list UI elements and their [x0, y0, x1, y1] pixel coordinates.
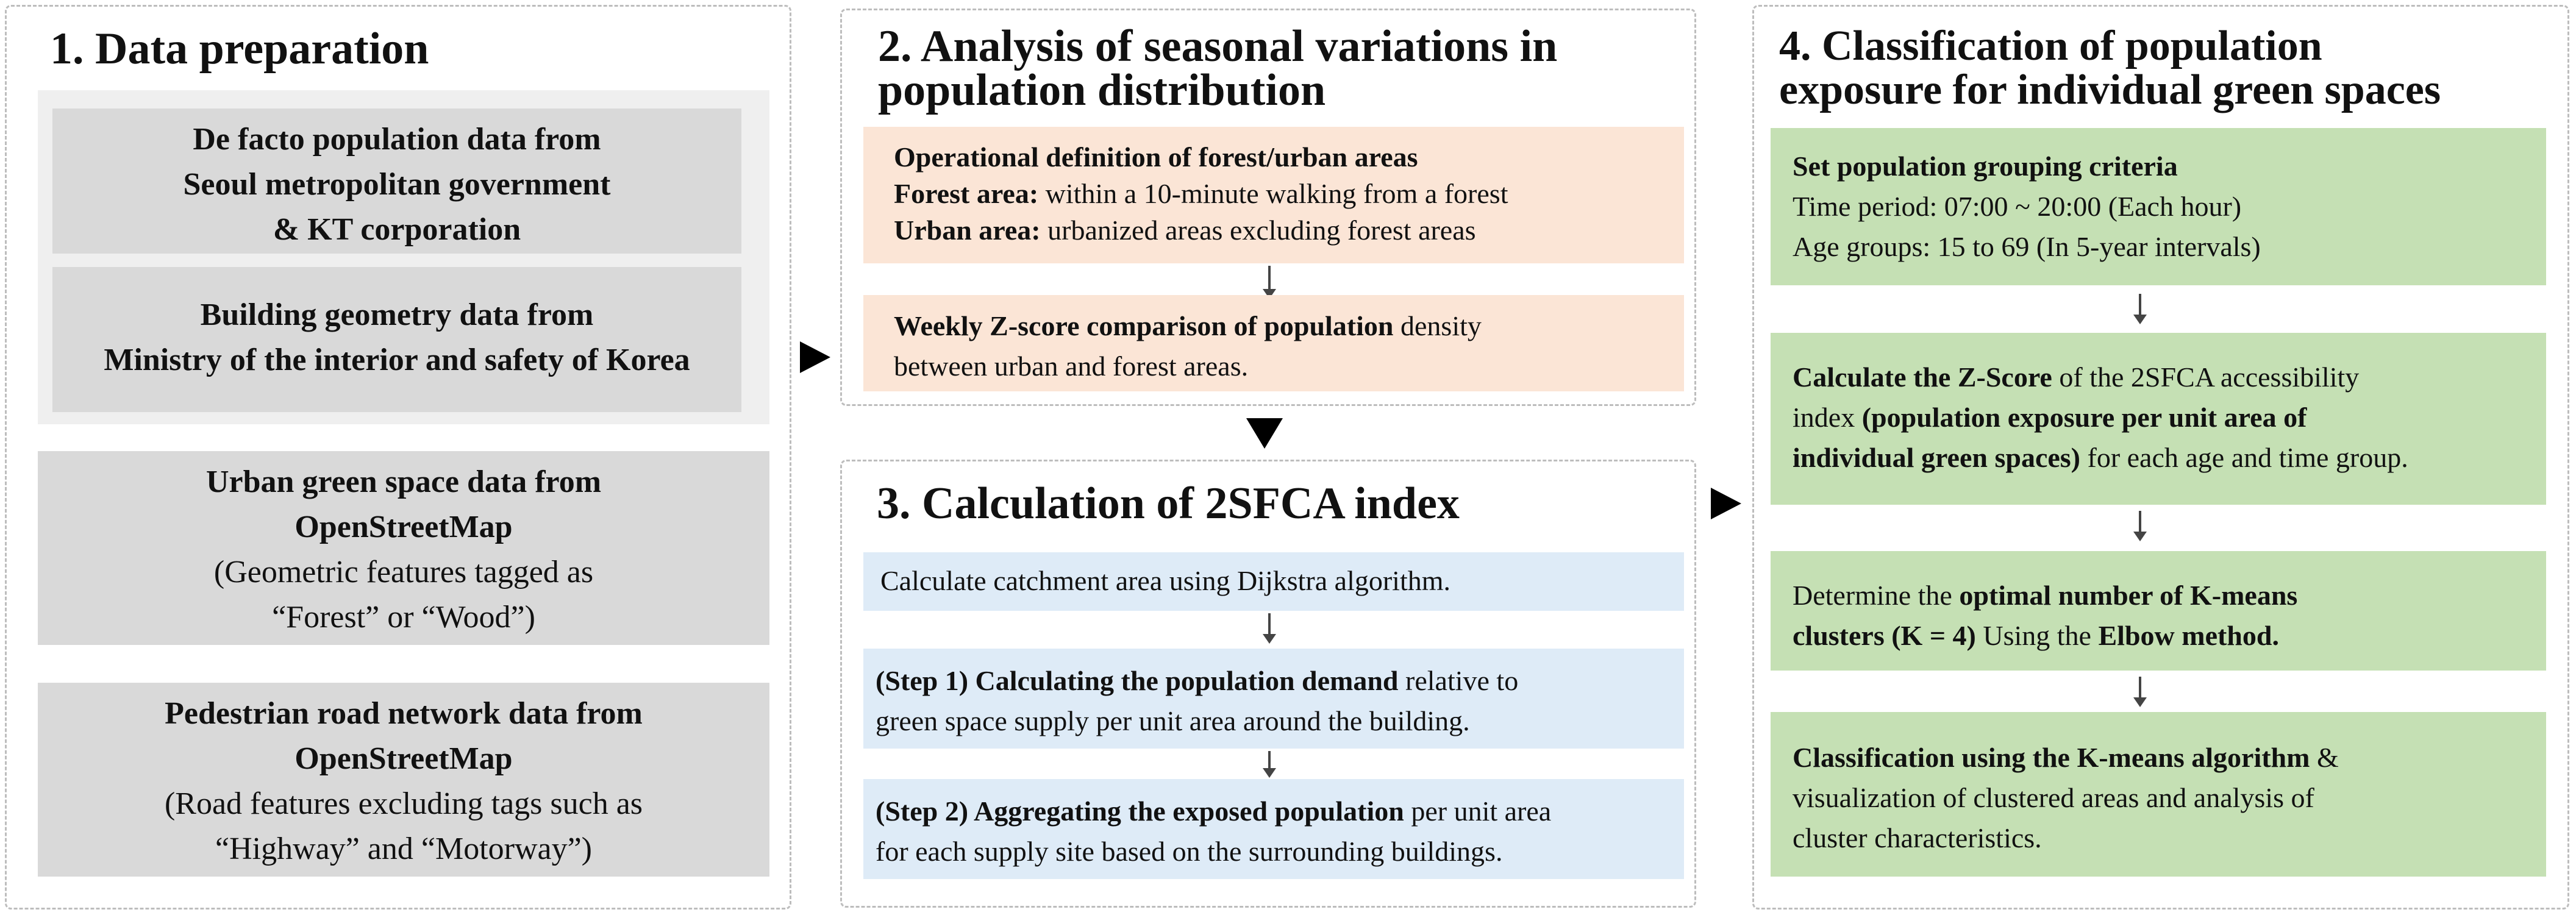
class-text-2: visualization of clustered areas and analysis of	[1793, 782, 2314, 813]
step1-bold: (Step 1) Calculating the population demand	[876, 665, 1399, 696]
panel-2-title	[878, 21, 1558, 115]
road-line-4: “Highway” and “Motorway”)	[215, 831, 592, 866]
zscore4-text-1: of the 2SFCA accessibility	[2052, 361, 2360, 393]
arrow-down-icon	[1268, 751, 1271, 769]
zscore4-text-2: index	[1793, 402, 1862, 433]
catchment-text: Calculate catchment area using Dijkstra algorithm.	[880, 565, 1451, 596]
arrow-down-icon	[2139, 511, 2141, 533]
zscore-bold: Weekly Z-score comparison of population	[894, 310, 1394, 341]
green-line-1: Urban green space data from	[205, 465, 602, 499]
kmeans-text-1: Determine the	[1793, 580, 1960, 611]
zscore4-bold-3: individual green spaces)	[1793, 442, 2080, 473]
box-catchment-area	[863, 552, 1684, 611]
zscore-text-2: between urban and forest areas.	[894, 351, 1249, 382]
forest-area-text: within a 10-minute walking from a forest	[1038, 178, 1508, 209]
arrow-1-to-2-icon	[800, 341, 830, 373]
box-pedestrian-road	[38, 683, 769, 877]
panel-2-title-line-2: population distribution	[878, 65, 1326, 115]
kmeans-bold-1: optimal number of K-means	[1959, 580, 2298, 611]
criteria-heading: Set population grouping criteria	[1793, 151, 2178, 182]
arrow-down-icon	[1268, 613, 1271, 635]
kmeans-text-2: Using the	[1975, 620, 2099, 651]
forest-area-label: Forest area:	[894, 178, 1039, 209]
building-line-1: Building geometry data from	[200, 297, 594, 332]
arrow-2-to-3-icon	[1246, 418, 1283, 449]
defacto-line-3: & KT corporation	[273, 212, 521, 247]
urban-area-text: urbanized areas excluding forest areas	[1040, 215, 1476, 246]
box-weekly-zscore	[863, 295, 1684, 391]
box-forest-urban-definition	[863, 127, 1684, 263]
step1-text-1: relative to	[1398, 665, 1519, 696]
defacto-line-1: De facto population data from	[193, 122, 601, 157]
step2-text-1: per unit area	[1404, 796, 1552, 827]
panel-3-title: 3. Calculation of 2SFCA index	[877, 479, 1460, 529]
panel-4-title-line-2: exposure for individual green spaces	[1779, 66, 2441, 113]
kmeans-bold-2: clusters (K = 4)	[1793, 620, 1976, 651]
box-urban-green-space	[38, 451, 769, 645]
class-bold-1: Classification using the K-means algorithm	[1793, 742, 2310, 773]
zscore-text-1: density	[1393, 310, 1482, 341]
urban-area-label: Urban area:	[894, 215, 1041, 246]
box-kmeans-classification	[1771, 712, 2546, 877]
box-calculate-zscore	[1771, 333, 2546, 505]
step2-text-2: for each supply site based on the surrounding buildings.	[876, 836, 1503, 867]
green-line-2: OpenStreetMap	[294, 510, 513, 544]
arrow-down-icon	[1268, 266, 1271, 290]
box-step-2	[863, 779, 1684, 879]
panel-4-title	[1779, 24, 2441, 112]
road-line-2: OpenStreetMap	[294, 741, 513, 776]
arrow-down-icon	[2139, 677, 2141, 699]
box-step-1	[863, 649, 1684, 749]
zscore4-text-3: for each age and time group.	[2080, 442, 2408, 473]
zscore4-bold-1: Calculate the Z-Score	[1793, 361, 2052, 393]
panel-4-title-line-1: 4. Classification of population	[1779, 23, 2322, 69]
defacto-line-2: Seoul metropolitan government	[183, 167, 611, 202]
box-defacto-population	[52, 109, 741, 254]
step1-text-2: green space supply per unit area around the building.	[876, 705, 1470, 736]
kmeans-bold-3: Elbow method.	[2098, 620, 2279, 651]
class-text-1: &	[2310, 742, 2339, 773]
panel-2-title-line-1: 2. Analysis of seasonal variations in	[878, 21, 1558, 71]
road-line-3: (Road features excluding tags such as	[164, 786, 643, 821]
arrow-down-icon	[2139, 294, 2141, 316]
green-line-4: “Forest” or “Wood”)	[272, 600, 535, 635]
box-grouping-criteria	[1771, 128, 2546, 285]
box-optimal-k	[1771, 551, 2546, 671]
panel-1-title: 1. Data preparation	[50, 24, 429, 74]
road-line-1: Pedestrian road network data from	[165, 696, 643, 731]
class-text-3: cluster characteristics.	[1793, 822, 2042, 853]
zscore4-bold-2: (population exposure per unit area of	[1861, 402, 2307, 433]
criteria-age-groups: Age groups: 15 to 69 (In 5-year intervals)	[1793, 231, 2261, 262]
definition-heading: Operational definition of forest/urban areas	[894, 141, 1418, 173]
building-line-2: Ministry of the interior and safety of Korea	[104, 343, 690, 377]
green-line-3: (Geometric features tagged as	[213, 555, 594, 589]
arrow-3-to-4-icon	[1711, 488, 1741, 519]
step2-bold: (Step 2) Aggregating the exposed population	[876, 796, 1404, 827]
criteria-time-period: Time period: 07:00 ~ 20:00 (Each hour)	[1793, 191, 2242, 222]
box-building-geometry	[52, 267, 741, 412]
